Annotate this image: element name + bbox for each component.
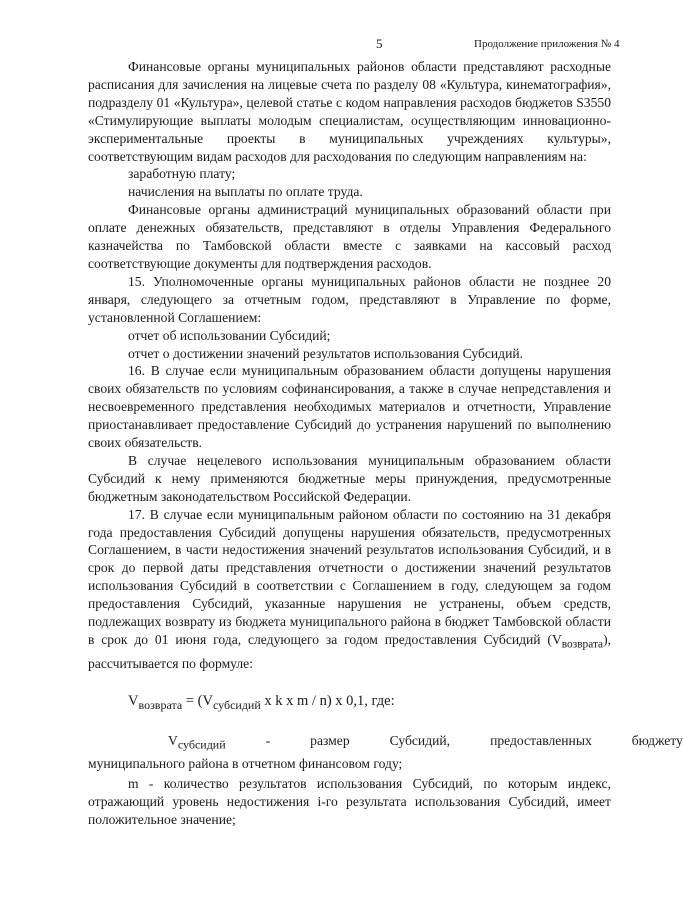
m-definition: m - количество результатов использования Субсидий, по которым индекс, отражающий уровень недостижения i-го результата использования Субсидий, имеет положительное значение;	[88, 775, 611, 827]
definition-word: предоставленных	[490, 733, 592, 749]
paragraph: заработную плату;	[128, 166, 236, 182]
continuation-label: Продолжение приложения № 4	[474, 38, 620, 50]
paragraph-17-text: 17. В случае если муниципальным районом области по состоянию на 31 декабря года предоставления Субсидий допущены нарушения обязательств, предусмотренных Соглашением, в части недостижения значений результатов использования Субсидий, и в срок до первой даты представления отчетности о достижении значений результатов использования Субсидий в соответствии с Соглашением в году, следующем за годом предоставления Субсидий, указанные нарушения не устранены, объем средств, подлежащих возврату из бюджета муниципального района в бюджет Тамбовской области в срок до 01 июня года, следующего за годом предоставления Субсидий (V	[88, 506, 611, 647]
page-number: 5	[376, 36, 383, 51]
paragraph: В случае нецелевого использования муниципальным образованием области Субсидий к нему применяются бюджетные меры принуждения, предусмотренные бюджетным законодательством Российской Федерации.	[88, 452, 611, 504]
definition-word: Субсидий,	[389, 733, 451, 749]
definition-word: бюджету	[631, 733, 683, 749]
paragraph: 15. Уполномоченные органы муниципальных районов области не позднее 20 января, следующего за отчетным годом, представляют в Управление по форме, установленной Соглашением:	[88, 273, 611, 325]
v-return-subscript: возврата	[561, 638, 604, 651]
paragraph-17-tail: ), рассчитывается по формуле:	[88, 632, 611, 671]
formula-s-sub: субсидий	[212, 697, 261, 712]
formula-tail: x k x m / n) x 0,1, где:	[260, 692, 395, 709]
paragraph: отчет об использовании Субсидий;	[128, 327, 331, 343]
v-subsidies-continuation: муниципального района в отчетном финансовом году;	[88, 755, 403, 771]
definition-word: -	[265, 733, 271, 749]
formula	[88, 693, 611, 715]
v-subsidies-definition	[88, 732, 683, 755]
formula-v-sub: возврата	[138, 697, 183, 712]
paragraph: начисления на выплаты по оплате труда.	[128, 184, 363, 200]
paragraph: Финансовые органы муниципальных районов области представляют расходные расписания для зачисления на лицевые счета по разделу 08 «Культура, кинематография», подразделу 01 «Культура», целевой статье с кодом направления расходов бюджетов S3550 «Стимулирующие выплаты молодым специалистам, осуществляющим инновационно-экспериментальные проекты в муниципальных учреждениях культуры», соответствующим видам расходов для расходования по следующим направлениям на:	[88, 59, 611, 164]
paragraph: 16. В случае если муниципальным образованием области допущены нарушения своих обязательств по условиям софинансирования, а также в случае непредставления и несвоевременного представления необходимых материалов и отчетности, Управление приостанавливает предоставление Субсидий до устранения нарушений по выполнению своих обязательств.	[88, 363, 611, 451]
definition-word: размер	[310, 733, 350, 749]
paragraph: отчет о достижении значений результатов использования Субсидий.	[128, 345, 524, 361]
formula-v: V	[128, 692, 139, 709]
v-subsidies-term: $V_{субсидий}$	[168, 733, 226, 753]
paragraph: Финансовые органы администраций муниципальных образований области при оплате денежных обязательств, представляют в отделы Управления Федерального казначейства по Тамбовской области вместе с заявками на кассовый расход соответствующие документы для подтверждения расходов.	[88, 202, 611, 271]
formula-mid: = (V	[182, 692, 213, 709]
paragraph-17	[88, 506, 611, 673]
document-body	[88, 58, 683, 829]
